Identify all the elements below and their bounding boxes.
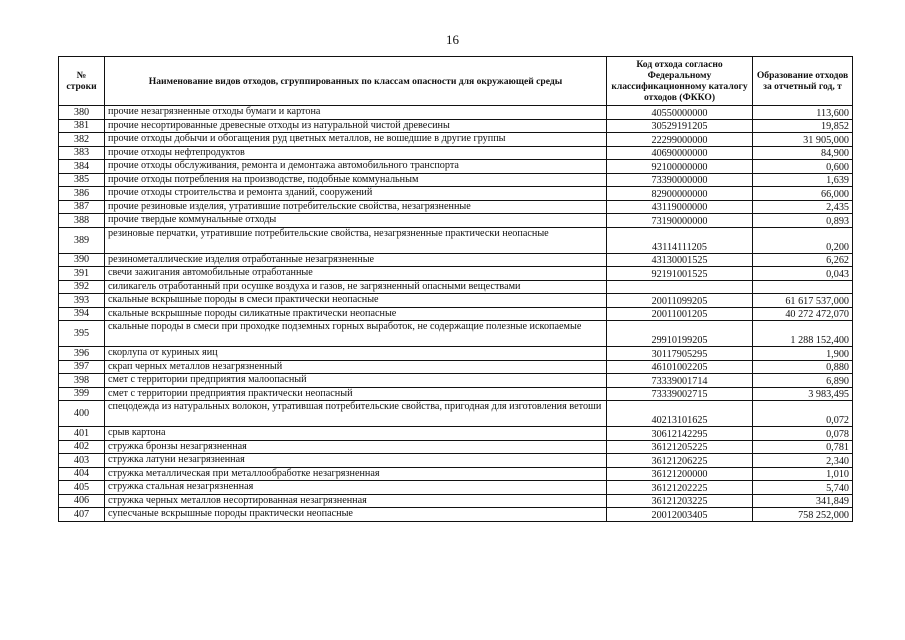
fkko-code-cell: 36121206225 xyxy=(607,454,753,468)
row-number-cell: 381 xyxy=(59,119,105,133)
table-row xyxy=(59,360,853,374)
amount-cell: 0,043 xyxy=(753,267,853,281)
waste-name-cell: прочие отходы строительства и ремонта зданий, сооружений xyxy=(105,187,607,201)
waste-name-cell: прочие несортированные древесные отходы из натуральной чистой древесины xyxy=(105,119,607,133)
row-number-cell: 407 xyxy=(59,508,105,522)
fkko-code-cell: 73190000000 xyxy=(607,214,753,228)
table-row xyxy=(59,253,853,267)
fkko-code-cell: 92100000000 xyxy=(607,160,753,174)
fkko-code-cell: 30529191205 xyxy=(607,119,753,133)
table-row xyxy=(59,160,853,174)
amount-cell: 66,000 xyxy=(753,187,853,201)
row-number-cell: 406 xyxy=(59,494,105,508)
row-number-cell: 390 xyxy=(59,253,105,267)
table-row xyxy=(59,374,853,388)
waste-name-cell: стружка металлическая при металлообработке незагрязненная xyxy=(105,467,607,481)
fkko-code-cell: 46101002205 xyxy=(607,360,753,374)
fkko-code-cell: 82900000000 xyxy=(607,187,753,201)
row-number-cell: 380 xyxy=(59,106,105,120)
amount-cell: 2,340 xyxy=(753,454,853,468)
waste-name-cell: скальные вскрышные породы силикатные практически неопасные xyxy=(105,307,607,321)
row-number-cell: 387 xyxy=(59,200,105,214)
amount-cell: 19,852 xyxy=(753,119,853,133)
waste-name-cell: скальные породы в смеси при проходке подземных горных выработок, не содержащие полезные ископаемые xyxy=(105,321,607,347)
row-number-cell: 405 xyxy=(59,481,105,495)
table-row xyxy=(59,440,853,454)
row-number-cell: 388 xyxy=(59,214,105,228)
page-number: 16 xyxy=(446,32,459,47)
waste-name-cell: прочие отходы нефтепродуктов xyxy=(105,146,607,160)
fkko-code-cell: 73390000000 xyxy=(607,173,753,187)
amount-cell: 1,010 xyxy=(753,467,853,481)
table-row xyxy=(59,387,853,401)
waste-name-cell: прочие отходы добычи и обогащения руд цветных металлов, не вошедшие в другие группы xyxy=(105,133,607,147)
amount-cell: 0,200 xyxy=(753,227,853,253)
row-number-cell: 391 xyxy=(59,267,105,281)
waste-name-cell: резинометаллические изделия отработанные незагрязненные xyxy=(105,253,607,267)
fkko-code-cell: 40213101625 xyxy=(607,401,753,427)
row-number-cell: 402 xyxy=(59,440,105,454)
amount-cell: 0,781 xyxy=(753,440,853,454)
amount-cell: 3 983,495 xyxy=(753,387,853,401)
table-row xyxy=(59,227,853,253)
row-number-cell: 389 xyxy=(59,227,105,253)
fkko-code-cell: 30117905295 xyxy=(607,347,753,361)
row-number-cell: 392 xyxy=(59,280,105,294)
waste-name-cell: супесчаные вскрышные породы практически неопасные xyxy=(105,508,607,522)
amount-cell: 1 288 152,400 xyxy=(753,321,853,347)
waste-name-cell: силикагель отработанный при осушке воздуха и газов, не загрязненный опасными веществами xyxy=(105,280,607,294)
table-row xyxy=(59,481,853,495)
header-waste-name: Наименование видов отходов, сгруппированных по классам опасности для окружающей среды xyxy=(105,57,607,106)
amount-cell: 0,880 xyxy=(753,360,853,374)
amount-cell: 1,639 xyxy=(753,173,853,187)
row-number-cell: 394 xyxy=(59,307,105,321)
waste-name-cell: стружка латуни незагрязненная xyxy=(105,454,607,468)
row-number-cell: 404 xyxy=(59,467,105,481)
table-row xyxy=(59,494,853,508)
amount-cell xyxy=(753,280,853,294)
fkko-code-cell: 22299000000 xyxy=(607,133,753,147)
waste-name-cell: стружка стальная незагрязненная xyxy=(105,481,607,495)
table-row xyxy=(59,200,853,214)
row-number-cell: 396 xyxy=(59,347,105,361)
fkko-code-cell: 43114111205 xyxy=(607,227,753,253)
table-row xyxy=(59,401,853,427)
waste-name-cell: скорлупа от куриных яиц xyxy=(105,347,607,361)
fkko-code-cell: 73339002715 xyxy=(607,387,753,401)
table-row xyxy=(59,508,853,522)
table-row xyxy=(59,427,853,441)
fkko-code-cell: 40550000000 xyxy=(607,106,753,120)
row-number-cell: 393 xyxy=(59,294,105,308)
row-number-cell: 395 xyxy=(59,321,105,347)
waste-name-cell: срыв картона xyxy=(105,427,607,441)
table-row xyxy=(59,454,853,468)
table-row xyxy=(59,307,853,321)
row-number-cell: 384 xyxy=(59,160,105,174)
header-amount: Образование отходов за отчетный год, т xyxy=(753,57,853,106)
fkko-code-cell xyxy=(607,280,753,294)
row-number-cell: 403 xyxy=(59,454,105,468)
row-number-cell: 401 xyxy=(59,427,105,441)
waste-name-cell: свечи зажигания автомобильные отработанные xyxy=(105,267,607,281)
waste-name-cell: прочие незагрязненные отходы бумаги и картона xyxy=(105,106,607,120)
table-row xyxy=(59,321,853,347)
waste-name-cell: прочие отходы обслуживания, ремонта и демонтажа автомобильного транспорта xyxy=(105,160,607,174)
amount-cell: 6,262 xyxy=(753,253,853,267)
fkko-code-cell: 29910199205 xyxy=(607,321,753,347)
waste-name-cell: прочие резиновые изделия, утратившие потребительские свойства, незагрязненные xyxy=(105,200,607,214)
table-row xyxy=(59,267,853,281)
table-row xyxy=(59,173,853,187)
table-body xyxy=(59,106,853,522)
amount-cell: 113,600 xyxy=(753,106,853,120)
amount-cell: 341,849 xyxy=(753,494,853,508)
row-number-cell: 397 xyxy=(59,360,105,374)
row-number-cell: 400 xyxy=(59,401,105,427)
row-number-cell: 382 xyxy=(59,133,105,147)
waste-name-cell: спецодежда из натуральных волокон, утратившая потребительские свойства, пригодная для изготовления ветоши xyxy=(105,401,607,427)
table-row xyxy=(59,280,853,294)
table-row xyxy=(59,347,853,361)
waste-name-cell: скрап черных металлов незагрязненный xyxy=(105,360,607,374)
waste-name-cell: резиновые перчатки, утратившие потребительские свойства, незагрязненные практически неопасные xyxy=(105,227,607,253)
table-row xyxy=(59,119,853,133)
row-number-cell: 385 xyxy=(59,173,105,187)
amount-cell: 758 252,000 xyxy=(753,508,853,522)
amount-cell: 2,435 xyxy=(753,200,853,214)
amount-cell: 61 617 537,000 xyxy=(753,294,853,308)
fkko-code-cell: 20011099205 xyxy=(607,294,753,308)
table-row xyxy=(59,106,853,120)
waste-name-cell: прочие твердые коммунальные отходы xyxy=(105,214,607,228)
waste-table xyxy=(58,56,853,522)
waste-name-cell: стружка бронзы незагрязненная xyxy=(105,440,607,454)
fkko-code-cell: 40690000000 xyxy=(607,146,753,160)
table-row xyxy=(59,133,853,147)
amount-cell: 0,600 xyxy=(753,160,853,174)
fkko-code-cell: 36121200000 xyxy=(607,467,753,481)
fkko-code-cell: 36121202225 xyxy=(607,481,753,495)
amount-cell: 0,078 xyxy=(753,427,853,441)
fkko-code-cell: 20011001205 xyxy=(607,307,753,321)
waste-name-cell: скальные вскрышные породы в смеси практически неопасные xyxy=(105,294,607,308)
fkko-code-cell: 36121203225 xyxy=(607,494,753,508)
waste-name-cell: прочие отходы потребления на производстве, подобные коммунальным xyxy=(105,173,607,187)
fkko-code-cell: 43130001525 xyxy=(607,253,753,267)
header-fkko-code: Код отхода согласно Федеральному классификационному каталогу отходов (ФККО) xyxy=(607,57,753,106)
table-row xyxy=(59,187,853,201)
waste-name-cell: стружка черных металлов несортированная незагрязненная xyxy=(105,494,607,508)
amount-cell: 0,893 xyxy=(753,214,853,228)
amount-cell: 84,900 xyxy=(753,146,853,160)
table-header-row xyxy=(59,57,853,106)
fkko-code-cell: 73339001714 xyxy=(607,374,753,388)
table-row xyxy=(59,214,853,228)
amount-cell: 6,890 xyxy=(753,374,853,388)
waste-name-cell: смет с территории предприятия малоопасный xyxy=(105,374,607,388)
amount-cell: 40 272 472,070 xyxy=(753,307,853,321)
fkko-code-cell: 92191001525 xyxy=(607,267,753,281)
table-row xyxy=(59,467,853,481)
fkko-code-cell: 36121205225 xyxy=(607,440,753,454)
amount-cell: 5,740 xyxy=(753,481,853,495)
amount-cell: 31 905,000 xyxy=(753,133,853,147)
row-number-cell: 399 xyxy=(59,387,105,401)
amount-cell: 0,072 xyxy=(753,401,853,427)
waste-name-cell: смет с территории предприятия практически неопасный xyxy=(105,387,607,401)
header-row-number: № строки xyxy=(59,57,105,106)
table-row xyxy=(59,146,853,160)
fkko-code-cell: 30612142295 xyxy=(607,427,753,441)
amount-cell: 1,900 xyxy=(753,347,853,361)
fkko-code-cell: 20012003405 xyxy=(607,508,753,522)
row-number-cell: 398 xyxy=(59,374,105,388)
row-number-cell: 383 xyxy=(59,146,105,160)
fkko-code-cell: 43119000000 xyxy=(607,200,753,214)
row-number-cell: 386 xyxy=(59,187,105,201)
table-row xyxy=(59,294,853,308)
